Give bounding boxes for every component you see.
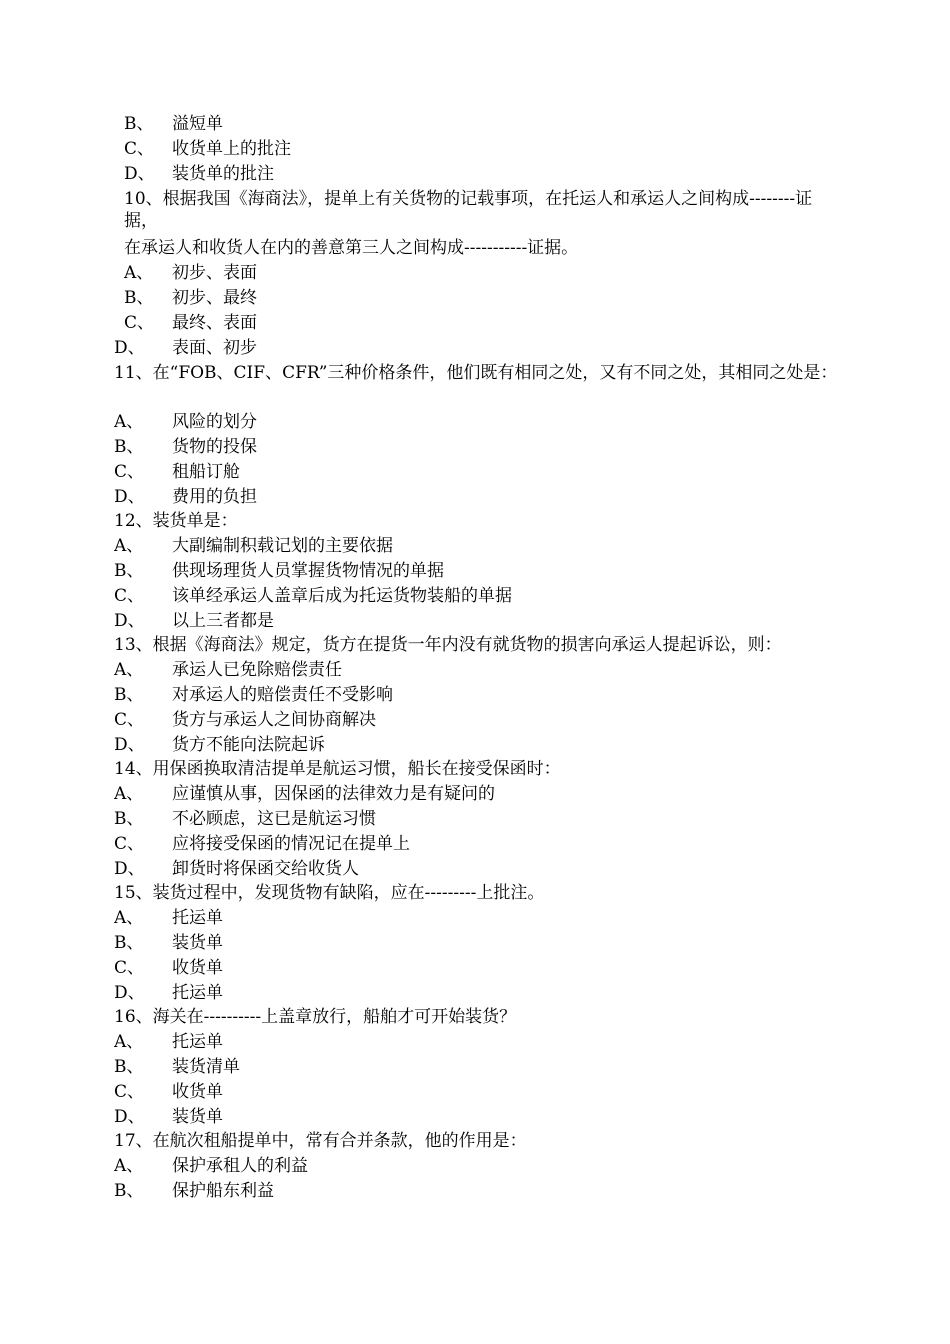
question-10-option-d: D、 表面、初步	[114, 338, 257, 358]
question-11-option-d: D、 费用的负担	[114, 487, 257, 507]
option-d: D、 装货单的批注	[124, 164, 274, 184]
question-12-option-b: B、 供现场理货人员掌握货物情况的单据	[114, 561, 444, 581]
question-10-stem-line1: 10、根据我国《海商法》，提单上有关货物的记载事项，在托运人和承运人之间构成--------证据，	[124, 189, 813, 231]
question-10-option-c: C、 最终、表面	[124, 313, 257, 333]
question-11-option-b: B、 货物的投保	[114, 437, 257, 457]
question-12-stem: 12、装货单是：	[114, 511, 238, 531]
question-15-option-c: C、 收货单	[114, 958, 223, 978]
question-13-option-d: D、 货方不能向法院起诉	[114, 735, 325, 755]
question-11-stem: 11、在“FOB、CIF、CFR”三种价格条件，他们既有相同之处，又有不同之处，其相同之处是：	[114, 363, 838, 383]
question-14-option-a: A、 应谨慎从事，因保函的法律效力是有疑问的	[114, 784, 495, 804]
question-12-option-c: C、 该单经承运人盖章后成为托运货物装船的单据	[114, 586, 512, 606]
question-15-option-a: A、 托运单	[114, 908, 223, 928]
option-c: C、 收货单上的批注	[124, 139, 291, 159]
question-10-option-b: B、 初步、最终	[124, 288, 257, 308]
question-13-stem: 13、根据《海商法》规定，货方在提货一年内没有就货物的损害向承运人提起诉讼，则：	[114, 635, 782, 655]
question-16-option-d: D、 装货单	[114, 1107, 223, 1127]
question-16-option-a: A、 托运单	[114, 1032, 223, 1052]
question-10-stem-line2: 在承运人和收货人在内的善意第三人之间构成-----------证据。	[124, 238, 579, 258]
question-15-option-d: D、 托运单	[114, 983, 223, 1003]
question-10-option-a: A、 初步、表面	[124, 263, 257, 283]
question-17-option-b: B、 保护船东利益	[114, 1181, 274, 1201]
question-16-option-c: C、 收货单	[114, 1082, 223, 1102]
question-14-option-b: B、 不必顾虑，这已是航运习惯	[114, 809, 376, 829]
question-15-option-b: B、 装货单	[114, 933, 223, 953]
question-17-stem: 17、在航次租船提单中，常有合并条款，他的作用是：	[114, 1131, 527, 1151]
question-16-stem: 16、海关在----------上盖章放行，船舶才可开始装货？	[114, 1007, 517, 1027]
question-14-stem: 14、用保函换取清洁提单是航运习惯，船长在接受保函时：	[114, 759, 561, 779]
question-17-option-a: A、 保护承租人的利益	[114, 1156, 308, 1176]
option-b: B、 溢短单	[124, 114, 223, 134]
question-15-stem: 15、装货过程中，发现货物有缺陷，应在---------上批注。	[114, 883, 545, 903]
question-13-option-c: C、 货方与承运人之间协商解决	[114, 710, 376, 730]
question-14-option-c: C、 应将接受保函的情况记在提单上	[114, 834, 410, 854]
question-16-option-b: B、 装货清单	[114, 1057, 240, 1077]
question-12-option-d: D、 以上三者都是	[114, 611, 274, 631]
question-12-option-a: A、 大副编制积载记划的主要依据	[114, 536, 393, 556]
question-13-option-b: B、 对承运人的赔偿责任不受影响	[114, 685, 393, 705]
question-11-option-c: C、 租船订舱	[114, 462, 240, 482]
question-14-option-d: D、 卸货时将保函交给收货人	[114, 859, 359, 879]
question-13-option-a: A、 承运人已免除赔偿责任	[114, 660, 342, 680]
question-11-option-a: A、 风险的划分	[114, 412, 257, 432]
